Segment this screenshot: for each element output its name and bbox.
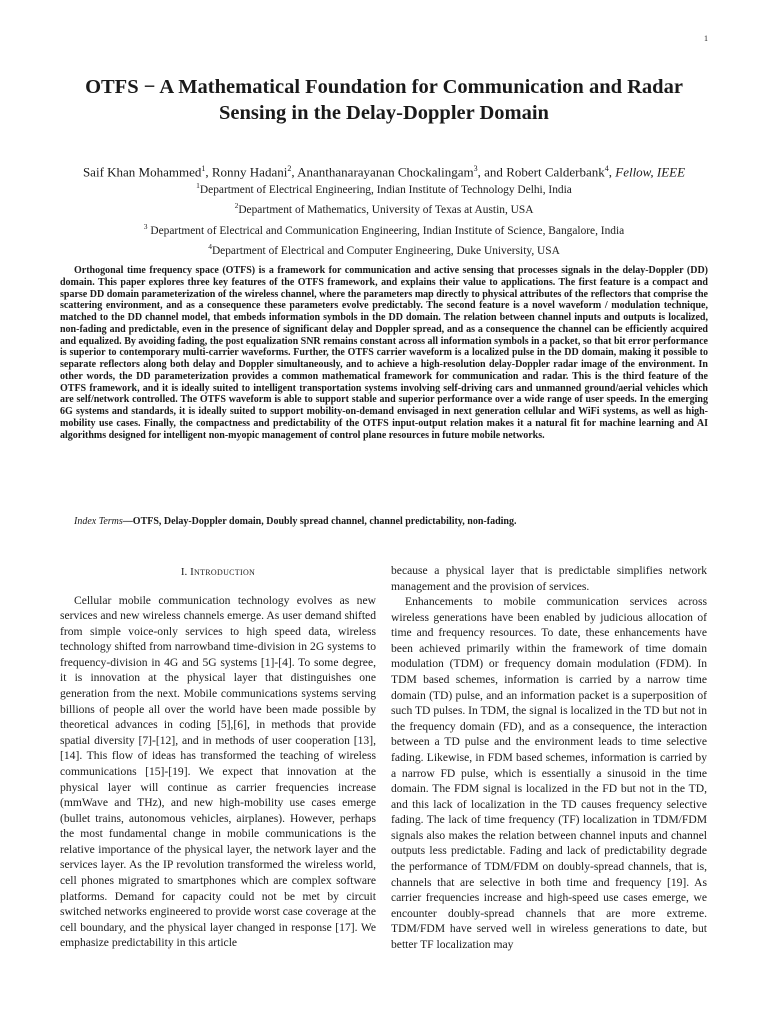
body-paragraph: Cellular mobile communication technology evolves as new services and new wireless channels emerge. As user demand shifted from simple voice-only services to high speed data, wireless technology shifted from narrowband time-division in 2G systems to frequency-division in 4G and 5G systems [1]-[4]. To some degree, it is innovation at the physical layer that distinguishes one generation from the next. Mobile communications systems serving billions of people all over the world have been made possible by theoretical advances in coding [5],[6], in methods that provide spatial diversity [7]-[12], and in methods of user cooperation [13],[14]. This flow of ideas has transformed the teaching of wireless communications [15]-[19]. We expect that innovation at the physical layer will continue as carrier frequencies increase (mmWave and THz), and new high-mobility use cases emerge (bullet trains, autonomous vehicles, airplanes). However, perhaps the most fundamental change in mobile communications is the relative importance of the physical layer, the network layer and the services layer. As the IP revolution transformed the wireless world, cell phones migrated to smartphones which are complex software platforms. Demand for capacity could not be met by circuit switched networks engineered to provide worst case coverage at the cell boundary, and the physical layer changed in response [17]. We emphasize predictability in this article — [60, 593, 376, 950]
section-numeral: I. — [180, 566, 188, 578]
author-separator: , and — [477, 164, 507, 180]
paper-title-line-2: Sensing in the Delay-Doppler Domain — [219, 102, 549, 124]
author-separator: , — [608, 164, 616, 180]
author-separator: , — [291, 164, 298, 180]
affiliation-marker: 3 — [143, 221, 148, 231]
affiliation-text: Department of Electrical and Communication Engineering, Indian Institute of Science, Bangalore, India — [150, 224, 625, 237]
affiliation-list — [40, 178, 728, 260]
author-name: Ronny Hadani — [211, 164, 288, 180]
affiliation-text: Department of Electrical and Computer Engineering, Duke University, USA — [211, 244, 560, 257]
index-terms-dash: — — [122, 516, 133, 527]
paper-title — [40, 74, 728, 126]
index-terms-label: Index Terms — [74, 516, 123, 527]
author-ieee-grade: Fellow, IEEE — [615, 164, 686, 180]
author-affil-marker: 1 — [201, 164, 206, 173]
affiliation — [40, 198, 728, 218]
affiliation — [40, 219, 728, 239]
author-name: Saif Khan Mohammed — [82, 164, 202, 180]
affiliation — [40, 178, 728, 198]
paper-title-line-1: OTFS − A Mathematical Foundation for Communication and Radar — [85, 76, 683, 98]
author-name: Ananthanarayanan Chockalingam — [297, 164, 474, 180]
author-affil-marker: 3 — [473, 164, 478, 173]
index-terms — [60, 516, 708, 528]
body-paragraph: Enhancements to mobile communication services across wireless generations have been enabled by judicious allocation of time and frequency resources. To date, these enhancements have been achieved primarily within the framework of time domain modulation (TDM) or frequency domain modulation (FDM). In TDM based schemes, information is carried by a narrow time domain (TD) pulse, and an information packet is a superposition of such TD pulses. In TDM, the signal is localized in the TD but not in the frequency domain (FD), and as a consequence, the interaction between a TD pulse and the environment leads to time selective fading. Likewise, in FDM based schemes, information is carried by a narrow FD pulse, which is essentially a sinusoid in the time domain. The FDM signal is localized in the FD but not in the TD, and this lack of localization in the TD causes frequency selective fading. The lack of time frequency (TF) localization in TDM/FDM signals also makes the relation between channel inputs and channel outputs less predictable. Fading and lack of predictability degrade the performance of TDM/FDM on doubly-spread channels, that is, channels that are selective in both time and frequency [19]. As carrier frequencies increase and high-speed use cases emerge, we encounter doubly-spread channels that are more extreme. TDM/FDM have served well in wireless generations to date, but better TF localization may — [391, 595, 707, 951]
author-name: Robert Calderbank — [506, 164, 605, 180]
affiliation-marker: 1 — [196, 181, 200, 190]
affiliation-marker: 4 — [208, 242, 212, 252]
body-column-left — [60, 563, 376, 951]
affiliation-marker: 2 — [234, 201, 239, 211]
page-number: 1 — [704, 34, 708, 43]
index-terms-text: OTFS, Delay-Doppler domain, Doubly spread channel, channel predictability, non-fading. — [132, 516, 517, 527]
abstract: Orthogonal time frequency space (OTFS) is a framework for communication and active sensing that processes signals in the delay-Doppler (DD) domain. This paper explores three key features of the OTFS framework, and explains their value to applications. The first feature is a compact and sparse DD domain parameterization of the wireless channel, where the parameters map directly to physical attributes of the reflectors that comprise the scattering environment, and as a consequence these parameters evolve predictably. The second feature is a novel waveform / modulation technique, matched to the DD channel model, that embeds information symbols in the DD domain. The relation between channel inputs and outputs is localized, non-fading and predictable, even in the presence of significant delay and Doppler spread, and as a consequence the channel can be efficiently acquired and equalized. By avoiding fading, the post equalization SNR remains constant across all information symbols in a packet, so that bit error performance is superior to contemporary multi-carrier waveforms. Further, the OTFS carrier waveform is a localized pulse in the DD domain, making it possible to separate reflectors along both delay and Doppler simultaneously, and to achieve a high-resolution delay-Doppler radar image of the environment. In other words, the DD parameterization provides a common mathematical framework for communication and radar. This is the third feature of the OTFS framework, and it is ideally suited to intelligent transportation systems involving self-driving cars and unmanned ground/aerial vehicles which are self/network controlled. The OTFS waveform is able to support stable and superior performance over a wide range of user speeds. In the emerging 6G systems and standards, it is ideally suited to support mobility-on-demand envisaged in next generation cellular and WiFi systems, as well as high-mobility use cases. Finally, the compactness and predictability of the OTFS input-output relation makes it a natural fit for machine learning and AI algorithms designed for intelligent non-myopic management of control plane resources in future mobile networks. — [60, 265, 708, 441]
body-paragraph: because a physical layer that is predictable simplifies network management and the provision of services. — [391, 564, 707, 593]
section-title: Introduction — [190, 566, 256, 578]
affiliation-text: Department of Electrical Engineering, Indian Institute of Technology Delhi, India — [199, 183, 572, 196]
author-affil-marker: 4 — [604, 164, 609, 173]
section-heading-introduction — [60, 565, 376, 581]
affiliation-text: Department of Mathematics, University of Texas at Austin, USA — [238, 204, 534, 217]
author-separator: , — [205, 164, 212, 180]
author-affil-marker: 2 — [287, 164, 292, 173]
affiliation — [40, 239, 728, 259]
body-column-right — [391, 563, 707, 952]
